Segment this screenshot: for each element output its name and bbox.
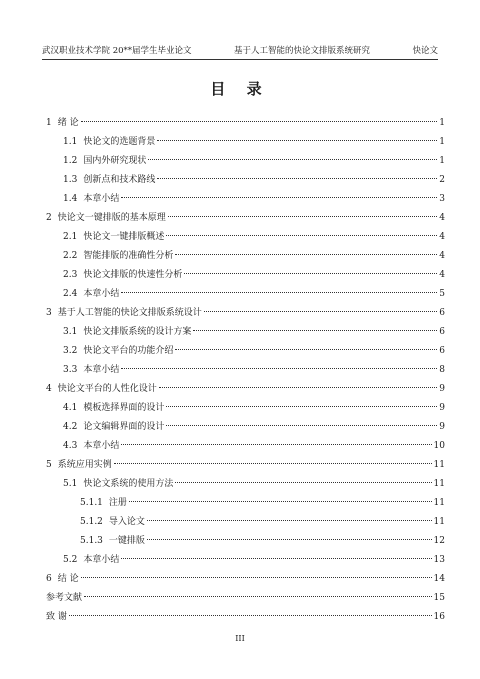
toc-entry-page: 6 <box>439 308 445 318</box>
toc-entry-label: 注册 <box>108 498 127 508</box>
toc-entry-number: 2.2 <box>63 251 78 261</box>
toc-entry-page: 4 <box>439 213 445 223</box>
toc-entry-page: 11 <box>433 498 445 508</box>
toc-entry[interactable] <box>46 494 445 513</box>
toc-entry-page: 12 <box>433 536 445 546</box>
toc-entry-page: 9 <box>439 384 445 394</box>
dot-leader <box>81 577 432 578</box>
toc-entry[interactable] <box>46 570 445 589</box>
toc-entry-label: 快论文排版的快速性分析 <box>83 270 183 280</box>
dot-leader <box>166 425 437 426</box>
toc-entry-label: 本章小结 <box>83 289 120 299</box>
toc-entry[interactable] <box>46 304 445 323</box>
toc-entry[interactable] <box>46 589 445 608</box>
toc-entry[interactable] <box>46 418 445 437</box>
toc-entry-label: 本章小结 <box>83 194 120 204</box>
toc-entry-page: 16 <box>433 612 445 622</box>
toc-entry-page: 9 <box>439 403 445 413</box>
toc-entry-label: 致 谢 <box>46 612 67 622</box>
dot-leader <box>121 197 437 198</box>
toc-entry-label: 本章小结 <box>83 441 120 451</box>
dot-leader <box>166 235 437 236</box>
toc-entry-number: 4.2 <box>63 422 78 432</box>
toc-entry-label: 智能排版的准确性分析 <box>83 251 174 261</box>
toc-entry[interactable] <box>46 551 445 570</box>
toc-entry[interactable] <box>46 437 445 456</box>
toc-entry-label: 国内外研究现状 <box>83 156 147 166</box>
toc-entry-page: 4 <box>439 251 445 261</box>
toc-entry-page: 11 <box>433 517 445 527</box>
table-of-contents <box>46 114 445 627</box>
toc-entry-label: 快论文平台的人性化设计 <box>57 384 157 394</box>
toc-entry-label: 参考文献 <box>46 593 83 603</box>
toc-entry-page: 13 <box>433 555 445 565</box>
toc-entry-number: 5.1 <box>63 479 78 489</box>
toc-entry-page: 11 <box>433 460 445 470</box>
toc-entry-label: 结 论 <box>57 574 79 584</box>
toc-entry-number: 2.4 <box>63 289 78 299</box>
toc-entry-number: 2.1 <box>63 232 78 242</box>
toc-entry-number: 4.3 <box>63 441 78 451</box>
toc-entry-number: 3.2 <box>63 346 78 356</box>
dot-leader <box>175 482 431 483</box>
toc-title: 目 录 <box>210 80 270 98</box>
dot-leader <box>157 178 437 179</box>
toc-entry-number: 5.1.3 <box>80 536 103 546</box>
toc-entry-page: 4 <box>439 270 445 280</box>
toc-entry-number: 3.1 <box>63 327 78 337</box>
toc-entry-number: 5.1.1 <box>80 498 103 508</box>
toc-entry[interactable] <box>46 266 445 285</box>
dot-leader <box>166 406 437 407</box>
toc-entry-page: 3 <box>439 194 445 204</box>
toc-entry-page: 1 <box>439 118 445 128</box>
toc-entry-page: 2 <box>439 175 445 185</box>
dot-leader <box>159 387 437 388</box>
toc-entry-number: 6 <box>46 574 52 584</box>
dot-leader <box>69 615 432 616</box>
dot-leader <box>114 463 432 464</box>
toc-entry[interactable] <box>46 608 445 627</box>
toc-entry-number: 5 <box>46 460 52 470</box>
toc-entry-label: 基于人工智能的快论文排版系统设计 <box>57 308 202 318</box>
toc-entry[interactable] <box>46 532 445 551</box>
toc-entry[interactable] <box>46 171 445 190</box>
dot-leader <box>84 596 432 597</box>
toc-entry-number: 1 <box>46 118 52 128</box>
toc-entry-label: 一键排版 <box>108 536 145 546</box>
page-number: III <box>235 634 245 643</box>
toc-entry-label: 快论文排版系统的设计方案 <box>83 327 192 337</box>
toc-entry-label: 快论文一键排版概述 <box>83 232 165 242</box>
toc-entry-number: 2.3 <box>63 270 78 280</box>
running-header <box>42 40 438 60</box>
dot-leader <box>147 539 432 540</box>
dot-leader <box>81 121 437 122</box>
toc-entry-number: 2 <box>46 213 52 223</box>
toc-entry-number: 1.4 <box>63 194 78 204</box>
header-short-title: 快论文 <box>412 46 438 56</box>
toc-entry-number: 3.3 <box>63 365 78 375</box>
toc-entry-label: 创新点和技术路线 <box>83 175 156 185</box>
toc-entry-page: 4 <box>439 232 445 242</box>
toc-entry-label: 系统应用实例 <box>57 460 112 470</box>
dot-leader <box>121 444 431 445</box>
dot-leader <box>148 159 437 160</box>
toc-entry-label: 导入论文 <box>108 517 145 527</box>
toc-entry-label: 快论文平台的功能介绍 <box>83 346 174 356</box>
toc-entry-number: 1.3 <box>63 175 78 185</box>
toc-entry-page: 10 <box>433 441 445 451</box>
toc-entry[interactable] <box>46 361 445 380</box>
header-school: 武汉职业技术学院 20**届学生毕业论文 <box>42 46 192 56</box>
toc-entry[interactable] <box>46 247 445 266</box>
dot-leader <box>184 273 437 274</box>
toc-entry-page: 6 <box>439 346 445 356</box>
toc-entry[interactable] <box>46 513 445 532</box>
dot-leader <box>121 368 437 369</box>
toc-entry[interactable] <box>46 285 445 304</box>
toc-entry-number: 5.1.2 <box>80 517 103 527</box>
toc-entry-label: 本章小结 <box>83 365 120 375</box>
toc-entry[interactable] <box>46 190 445 209</box>
toc-entry-page: 14 <box>433 574 445 584</box>
toc-entry[interactable] <box>46 323 445 342</box>
toc-entry-page: 5 <box>439 289 445 299</box>
header-thesis-title: 基于人工智能的快论文排版系统研究 <box>234 46 371 56</box>
toc-entry-page: 8 <box>439 365 445 375</box>
toc-entry-label: 快论文系统的使用方法 <box>83 479 174 489</box>
toc-entry[interactable] <box>46 456 445 475</box>
toc-entry[interactable] <box>46 399 445 418</box>
dot-leader <box>204 311 437 312</box>
toc-entry-number: 3 <box>46 308 52 318</box>
toc-entry[interactable] <box>46 342 445 361</box>
toc-entry-number: 5.2 <box>63 555 78 565</box>
toc-entry-page: 15 <box>433 593 445 603</box>
toc-entry-label: 论文编辑界面的设计 <box>83 422 165 432</box>
dot-leader <box>157 140 437 141</box>
toc-entry-number: 4 <box>46 384 52 394</box>
toc-entry[interactable] <box>46 152 445 171</box>
dot-leader <box>129 501 432 502</box>
toc-entry-page: 1 <box>439 156 445 166</box>
toc-entry[interactable] <box>46 209 445 228</box>
toc-entry-label: 快论文的选题背景 <box>83 137 156 147</box>
toc-entry[interactable] <box>46 133 445 152</box>
toc-entry-page: 9 <box>439 422 445 432</box>
dot-leader <box>175 254 437 255</box>
toc-entry[interactable] <box>46 114 445 133</box>
dot-leader <box>121 292 437 293</box>
toc-entry[interactable] <box>46 380 445 399</box>
toc-entry[interactable] <box>46 475 445 494</box>
toc-entry-number: 1.1 <box>63 137 78 147</box>
dot-leader <box>175 349 437 350</box>
toc-entry-label: 绪 论 <box>57 118 79 128</box>
dot-leader <box>193 330 437 331</box>
dot-leader <box>121 558 431 559</box>
toc-entry-page: 11 <box>433 479 445 489</box>
toc-entry-label: 模板选择界面的设计 <box>83 403 165 413</box>
toc-entry-number: 1.2 <box>63 156 78 166</box>
toc-entry[interactable] <box>46 228 445 247</box>
toc-entry-label: 本章小结 <box>83 555 120 565</box>
dot-leader <box>147 520 432 521</box>
toc-entry-label: 快论文一键排版的基本原理 <box>57 213 166 223</box>
toc-entry-page: 1 <box>439 137 445 147</box>
toc-entry-page: 6 <box>439 327 445 337</box>
dot-leader <box>168 216 437 217</box>
toc-entry-number: 4.1 <box>63 403 78 413</box>
